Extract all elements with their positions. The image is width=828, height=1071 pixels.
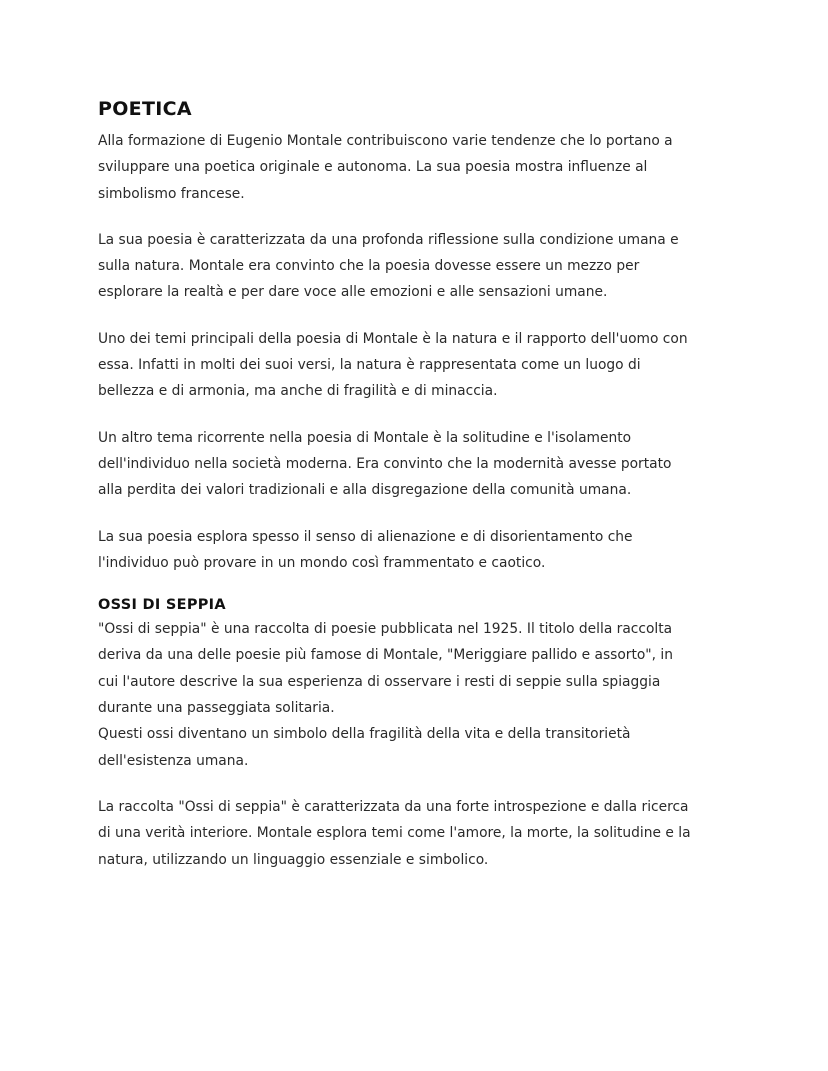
paragraph: La raccolta "Ossi di seppia" è caratterizzata da una forte introspezione e dalla ricerca di una verità interiore. Montale esplora temi come l'amore, la morte, la solitudine e la natura, utilizzando un linguaggio essenziale e simbolico.: [98, 798, 691, 868]
paragraph: La sua poesia esplora spesso il senso di alienazione e di disorientamento che l'individuo può provare in un mondo così frammentato e caotico.: [98, 528, 633, 571]
paragraph: "Ossi di seppia" è una raccolta di poesie pubblicata nel 1925. Il titolo della raccolta deriva da una delle poesie più famose di Montale, "Meriggiare pallido e assorto", in cui l'autore descrive la sua esperienza di osservare i resti di seppie sulla spiaggia durante una passeggiata solitaria. Questi ossi diventano un simbolo della fragilità della vita e della transitorietà dell'esistenza umana.: [98, 621, 674, 769]
paragraph: Uno dei temi principali della poesia di Montale è la natura e il rapporto dell'uomo con essa. Infatti in molti dei suoi versi, la natura è rappresentata come un luogo di bellezza e di armonia, ma anche di fragilità e di minaccia.: [98, 330, 688, 400]
paragraph: Un altro tema ricorrente nella poesia di Montale è la solitudine e l'isolamento dell'individuo nella società moderna. Era convinto che la modernità avesse portato alla perdita dei valori tradizionali e alla disgregazione della comunità umana.: [98, 429, 672, 499]
section-heading-poetica: POETICA: [98, 98, 192, 120]
section-heading-ossi-di-seppia: OSSI DI SEPPIA: [98, 597, 226, 614]
paragraph: La sua poesia è caratterizzata da una profonda riflessione sulla condizione umana e sulla natura. Montale era convinto che la poesia dovesse essere un mezzo per esplorare la realtà e per dare voce alle emozioni e alle sensazioni umane.: [98, 231, 679, 301]
paragraph: Alla formazione di Eugenio Montale contribuiscono varie tendenze che lo portano a sviluppare una poetica originale e autonoma. La sua poesia mostra influenze al simbolismo francese.: [98, 133, 673, 202]
document-page: [98, 96, 738, 873]
